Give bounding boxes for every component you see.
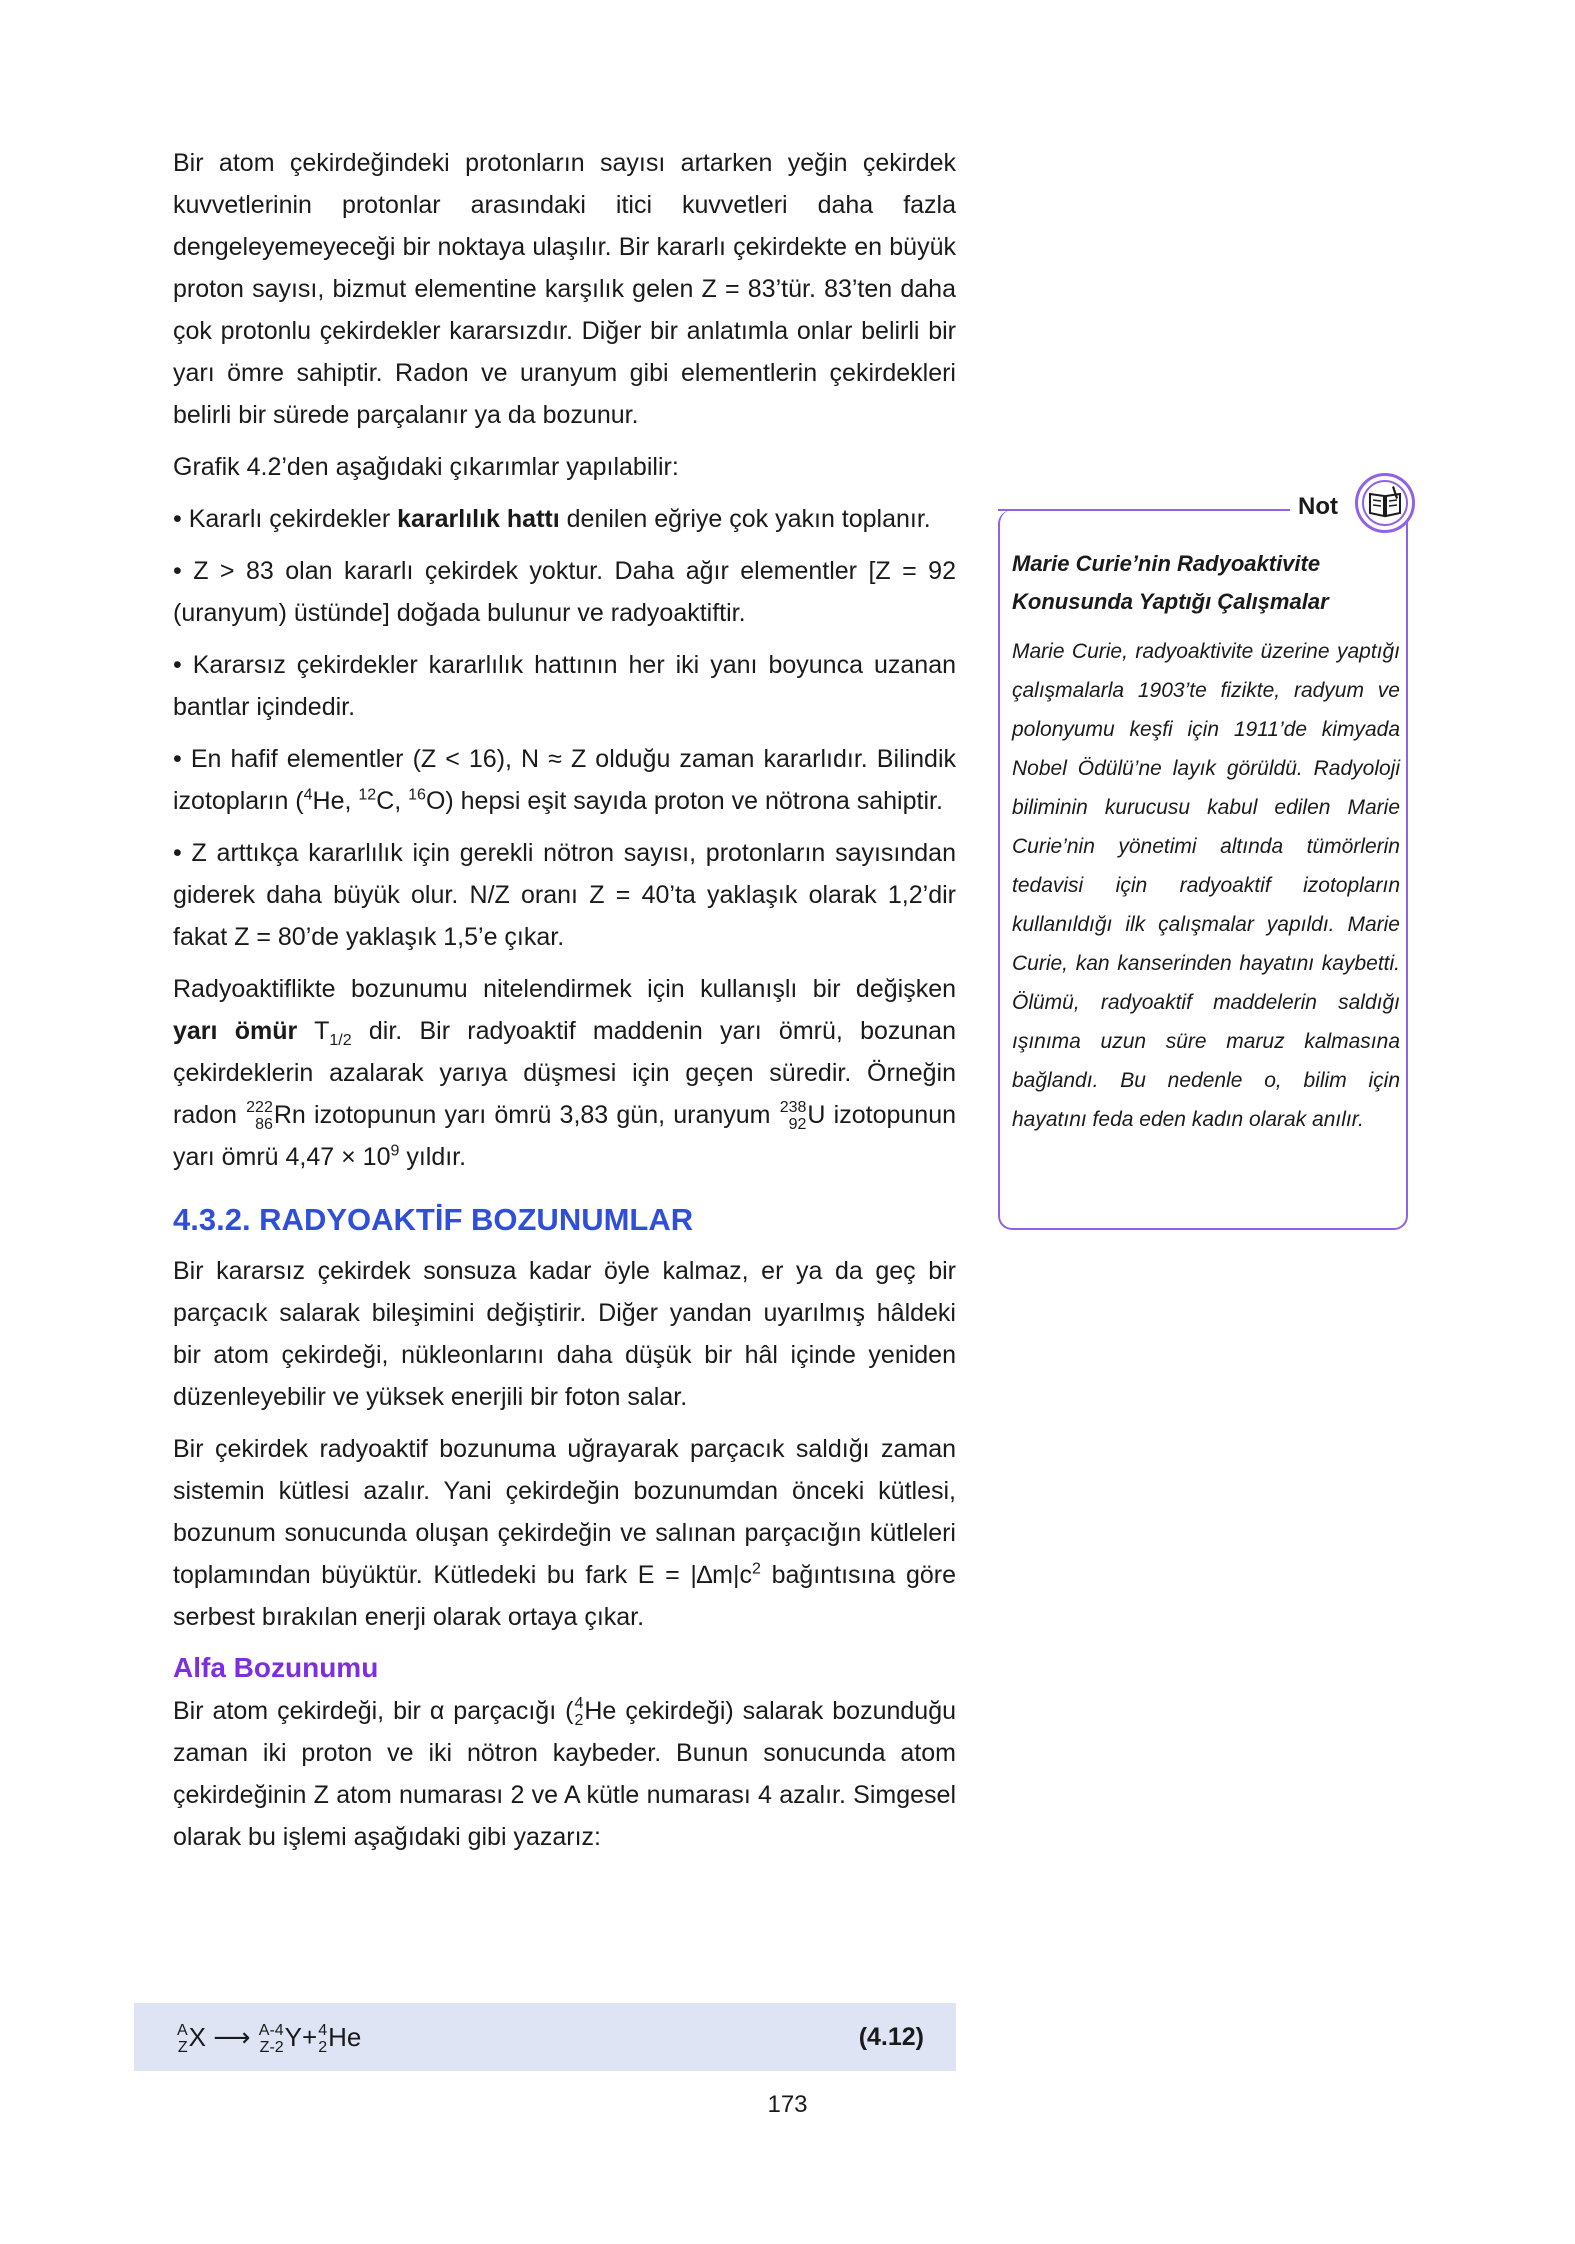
mass-number: 222 — [246, 1099, 273, 1117]
bullet-text: C, — [376, 787, 409, 815]
note-label: Not — [1298, 493, 1338, 520]
mass-number: 238 — [779, 1099, 807, 1117]
bullet-text: He, — [312, 787, 359, 815]
paragraph-text: Radyoaktiflikte bozunumu nitelendirmek için kullanışlı bir değişken — [173, 975, 956, 1003]
paragraph-text: Rn izotopunun yarı ömrü 3,83 gün, uranyum — [273, 1101, 771, 1129]
bullet-text: • En hafif elementler (Z < 16), N ≈ Z olduğu zaman kararlıdır. Bilindik izotopların ( — [173, 745, 956, 815]
nuclide-notation — [780, 1099, 807, 1133]
paragraph-text: He çekirdeği) salarak bozunduğu zaman iki proton ve iki nötron kaybeder. Bunun sonucunda atom çekirdeğinin Z atom numarası 2 ve A kütle numarası 4 azalır. Simgesel olarak bu işlemi aşağıdaki gibi yazarız: — [173, 1697, 956, 1851]
superscript: 2 — [752, 1560, 761, 1578]
bullet-text: • Kararsız çekirdekler kararlılık hattının her iki yanı boyunca uzanan bantlar içindedir. — [173, 651, 956, 721]
section-title: 4.3.2. RADYOAKTİF BOZUNUMLAR — [173, 1202, 694, 1237]
paragraph-text: yıldır. — [399, 1143, 467, 1171]
note-title: Marie Curie’nin Radyoaktivite Konusunda Yaptığı Çalışmalar — [1012, 551, 1329, 614]
plus-sign: + — [302, 2022, 318, 2052]
superscript: 4 — [303, 786, 313, 804]
alpha-decay-equation — [176, 2015, 361, 2059]
paragraph-text: U izotopunun yarı ömrü 4,47 × 10 — [173, 1101, 956, 1171]
paragraph-text: Bir kararsız çekirdek sonsuza kadar öyle kalmaz, er ya da geç bir parçacık salarak bileşimini değiştirir. Diğer yandan uyarılmış hâldeki bir atom çekirdeği, nükleonlarını daha düşük bir hâl içinde yeniden düzenleyebilir ve yüksek enerjili bir foton salar. — [173, 1257, 956, 1411]
mass-number: A — [177, 2022, 188, 2040]
bullet-text: O) hepsi eşit sayıda proton ve nötrona sahiptir. — [425, 787, 943, 815]
parent-symbol: X — [188, 2022, 207, 2052]
book-icon — [1355, 473, 1415, 533]
paragraph-text: Bir atom çekirdeği, bir α parçacığı ( — [173, 1697, 574, 1725]
bullet-item — [173, 550, 956, 634]
arrow-icon: ⟶ — [213, 2022, 251, 2052]
page-number: 173 — [767, 2091, 808, 2118]
bullet-item — [173, 644, 956, 728]
mass-number: 4 — [574, 1695, 584, 1713]
bullet-text: • Kararlı çekirdekler — [173, 505, 391, 533]
equation-number: (4.12) — [858, 2023, 924, 2051]
mass-number: 4 — [318, 2022, 328, 2040]
note-body: Marie Curie, radyoaktivite üzerine yaptığı çalışmalarla 1903’te fizikte, radyum ve polonyumu keşfi için 1911’de kimyada Nobel Ödülü’ne layık görüldü. Radyoloji biliminin kurucusu kabul edilen Marie Curie’nin yönetimi altında tümörlerin tedavisi için radyoaktif izotopların kullanıldığı ilk çalışmalar yapıldı. Marie Curie, kan kanserinden hayatını kaybetti. Ölümü, radyoaktif maddelerin saldığı ışınıma uzun süre maruz kalmasına bağlandı. Bu nedenle o, bilim için hayatını feda eden kadın olarak anılır. — [1012, 640, 1400, 1131]
paragraph — [173, 142, 956, 436]
paragraph-text: bağıntısına göre serbest bırakılan enerji olarak ortaya çıkar. — [173, 1561, 956, 1631]
atomic-number: Z — [177, 2039, 188, 2057]
nuclide-notation — [574, 1695, 583, 1729]
nuclide-notation — [259, 2022, 284, 2056]
paragraph — [173, 968, 956, 1178]
paragraph-text: dir. Bir radyoaktif maddenin yarı ömrü, bozunan çekirdeklerin azalarak yarıya düşmesi için geçen süredir. Örneğin radon — [173, 1017, 956, 1129]
bullet-item — [173, 498, 956, 540]
paragraph-text: Grafik 4.2’den aşağıdaki çıkarımlar yapılabilir: — [173, 453, 679, 481]
nuclide-notation — [177, 2022, 188, 2056]
subscript: 1/2 — [329, 1032, 352, 1049]
atomic-number: 2 — [574, 1712, 584, 1730]
nuclide-notation — [318, 2022, 327, 2056]
atomic-number: Z-2 — [259, 2039, 284, 2057]
paragraph-text: Bir çekirdek radyoaktif bozunuma uğrayarak parçacık saldığı zaman sistemin kütlesi azalır. Yani çekirdeğin bozunumdan önceki kütlesi, bozunum sonucunda oluşan çekirdeğin ve salınan parçacığın kütleleri toplamından büyüktür. Kütledeki bu fark E = |∆m|c — [173, 1435, 956, 1589]
paragraph — [173, 1690, 956, 1858]
bullet-item — [173, 738, 956, 822]
paragraph — [173, 1250, 956, 1418]
helium-symbol: He — [328, 2022, 362, 2052]
superscript: 12 — [358, 786, 377, 804]
bold-term: kararlılık hattı — [397, 505, 560, 533]
paragraph — [173, 1428, 956, 1638]
bold-term: yarı ömür — [173, 1017, 298, 1045]
bullet-text: • Z arttıkça kararlılık için gerekli nötron sayısı, protonların sayısından giderek daha büyük olur. N/Z oranı Z = 40’ta yaklaşık olarak 1,2’dir fakat Z = 80’de yaklaşık 1,5’e çıkar. — [173, 839, 956, 951]
paragraph — [173, 446, 956, 488]
equation-box — [134, 2003, 956, 2071]
paragraph-text: Bir atom çekirdeğindeki protonların sayısı artarken yeğin çekirdek kuvvetlerinin protonlar arasındaki itici kuvvetleri daha fazla dengeleyemeyeceği bir noktaya ulaşılır. Bir kararlı çekirdekte en büyük proton sayısı, bizmut elementine karşılık gelen Z = 83’tür. 83’ten daha çok protonlu çekirdekler kararsızdır. Diğer bir anlatımla onlar belirli bir yarı ömre sahiptir. Radon ve uranyum gibi elementlerin çekirdekleri belirli bir sürede parçalanır ya da bozunur. — [173, 149, 956, 429]
nuclide-notation — [246, 1099, 273, 1133]
bullet-text: • Z > 83 olan kararlı çekirdek yoktur. Daha ağır elementler [Z = 92 (uranyum) üstünde] doğada bulunur ve radyoaktiftir. — [173, 557, 956, 627]
book-icon-graphic — [1358, 476, 1412, 530]
atomic-number: 92 — [788, 1116, 807, 1134]
bullet-text: denilen eğriye çok yakın toplanır. — [566, 505, 931, 533]
atomic-number: 2 — [318, 2039, 328, 2057]
daughter-symbol: Y — [284, 2022, 303, 2052]
symbol: T — [314, 1017, 330, 1045]
mass-number: A-4 — [258, 2022, 284, 2040]
subsection-title: Alfa Bozunumu — [173, 1652, 379, 1683]
superscript: 9 — [390, 1142, 400, 1160]
bullet-item — [173, 832, 956, 958]
main-text-column — [173, 142, 956, 1868]
superscript: 16 — [408, 786, 426, 804]
atomic-number: 86 — [255, 1116, 273, 1134]
